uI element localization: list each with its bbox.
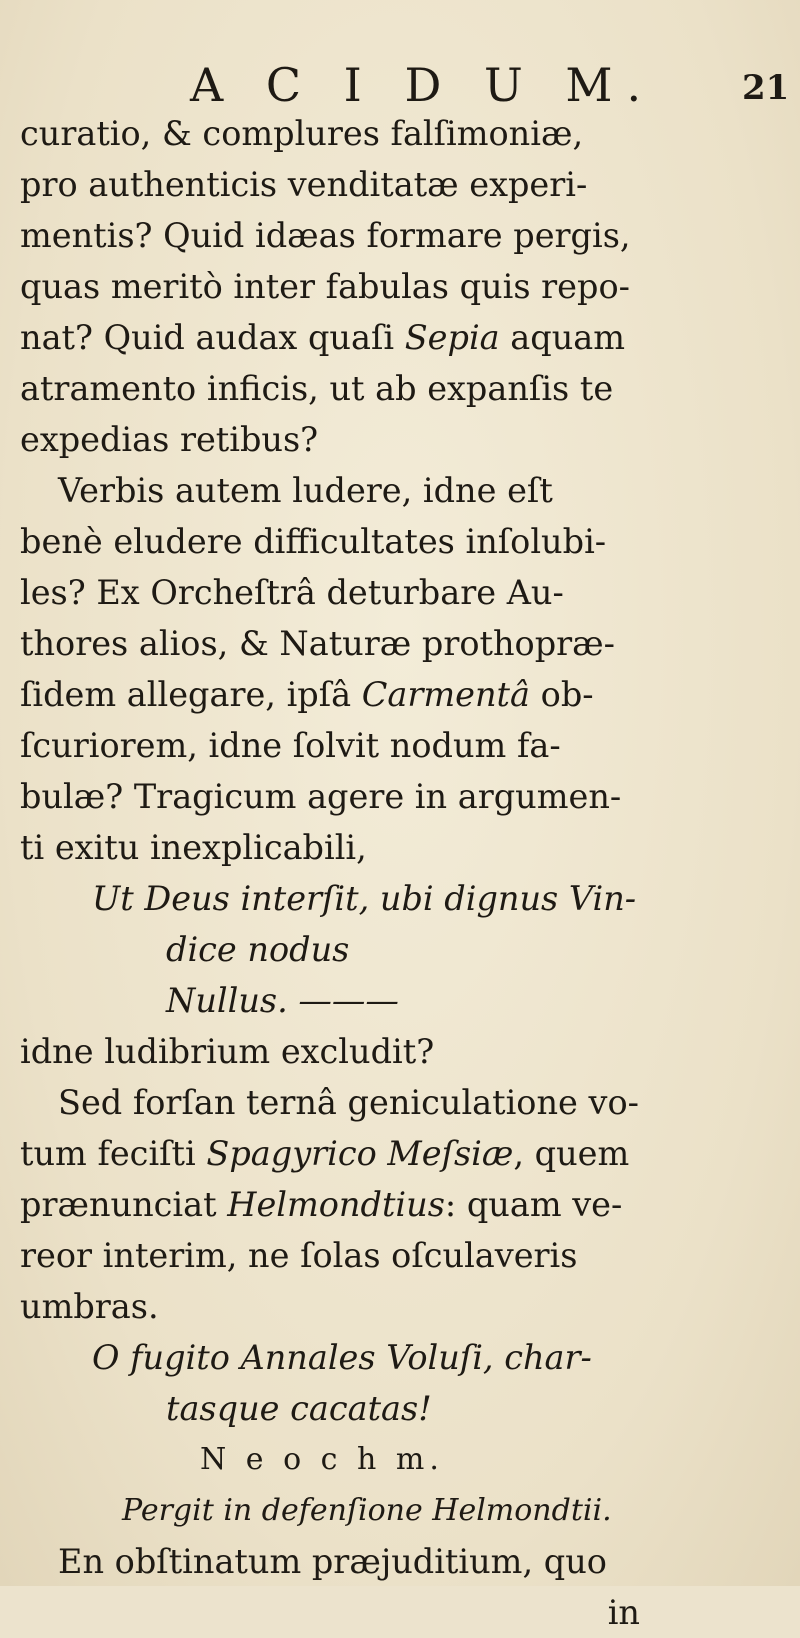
quote-line: Ut Deus interſit, ubi dignus Vin-: [92, 879, 637, 918]
text-segment: , quem: [513, 1134, 630, 1173]
text-line: Sed forſan ternâ geniculatione vo-: [58, 1083, 639, 1122]
italic-word: Helmondtius: [227, 1185, 445, 1224]
text-line: benè eludere difficultates inſolubi-: [20, 522, 607, 561]
running-head: [0, 60, 800, 110]
text-line: curatio, & complures falſimoniæ,: [20, 114, 584, 153]
text-segment: : quam ve-: [444, 1185, 623, 1224]
catchword: in: [607, 1593, 640, 1632]
text-line: bulæ? Tragicum agere in argumen-: [20, 777, 622, 816]
text-line: Verbis autem ludere, idne eſt: [58, 471, 553, 510]
text-line: umbras.: [20, 1287, 159, 1326]
text-line: [20, 312, 790, 363]
text-segment: tum feciſti: [20, 1134, 207, 1173]
text-segment: nat? Quid audax quaſi: [20, 318, 405, 357]
quote-line: Nullus. ———: [166, 981, 399, 1020]
text-segment: ſidem allegare, ipſâ: [20, 675, 362, 714]
text-line: En obſtinatum præjuditium, quo: [58, 1542, 607, 1581]
italic-word: Carmentâ: [361, 675, 530, 714]
text-segment: ob-: [530, 675, 594, 714]
text-line: mentis? Quid idæas formare pergis,: [20, 216, 631, 255]
text-line: les? Ex Orcheſtrâ deturbare Au-: [20, 573, 564, 612]
text-line: ſcuriorem, idne ſolvit nodum fa-: [20, 726, 561, 765]
quote-line: tasque cacatas!: [166, 1389, 432, 1428]
body-text: [20, 108, 790, 1638]
text-segment: prænunciat: [20, 1185, 228, 1224]
text-line: thores alios, & Naturæ prothopræ-: [20, 624, 615, 663]
running-title: A C I D U M.: [190, 58, 656, 112]
page-number: 21: [742, 68, 790, 108]
signature-line: N e o c h m.: [200, 1442, 444, 1477]
section-heading: Pergit in defenſione Helmondtii.: [122, 1493, 612, 1528]
text-line: ti exitu inexplicabili,: [20, 828, 367, 867]
text-line: reor interim, ne ſolas oſculaveris: [20, 1236, 578, 1275]
text-line: pro authenticis venditatæ experi-: [20, 165, 588, 204]
italic-word: Spagyrico Meſsiæ: [206, 1134, 514, 1173]
text-line: expedias retibus?: [20, 420, 319, 459]
text-line: atramento inficis, ut ab expanſis te: [20, 369, 614, 408]
text-segment: aquam: [499, 318, 626, 357]
text-line: [20, 1128, 790, 1179]
text-line: quas meritò inter fabulas quis repo-: [20, 267, 630, 306]
text-line: [20, 669, 790, 720]
italic-word: Sepia: [404, 318, 500, 357]
text-line: idne ludibrium excludit?: [20, 1032, 435, 1071]
text-line: [20, 1179, 790, 1230]
quote-line: dice nodus: [166, 930, 350, 969]
quote-line: O fugito Annales Voluſi, char-: [92, 1338, 592, 1377]
